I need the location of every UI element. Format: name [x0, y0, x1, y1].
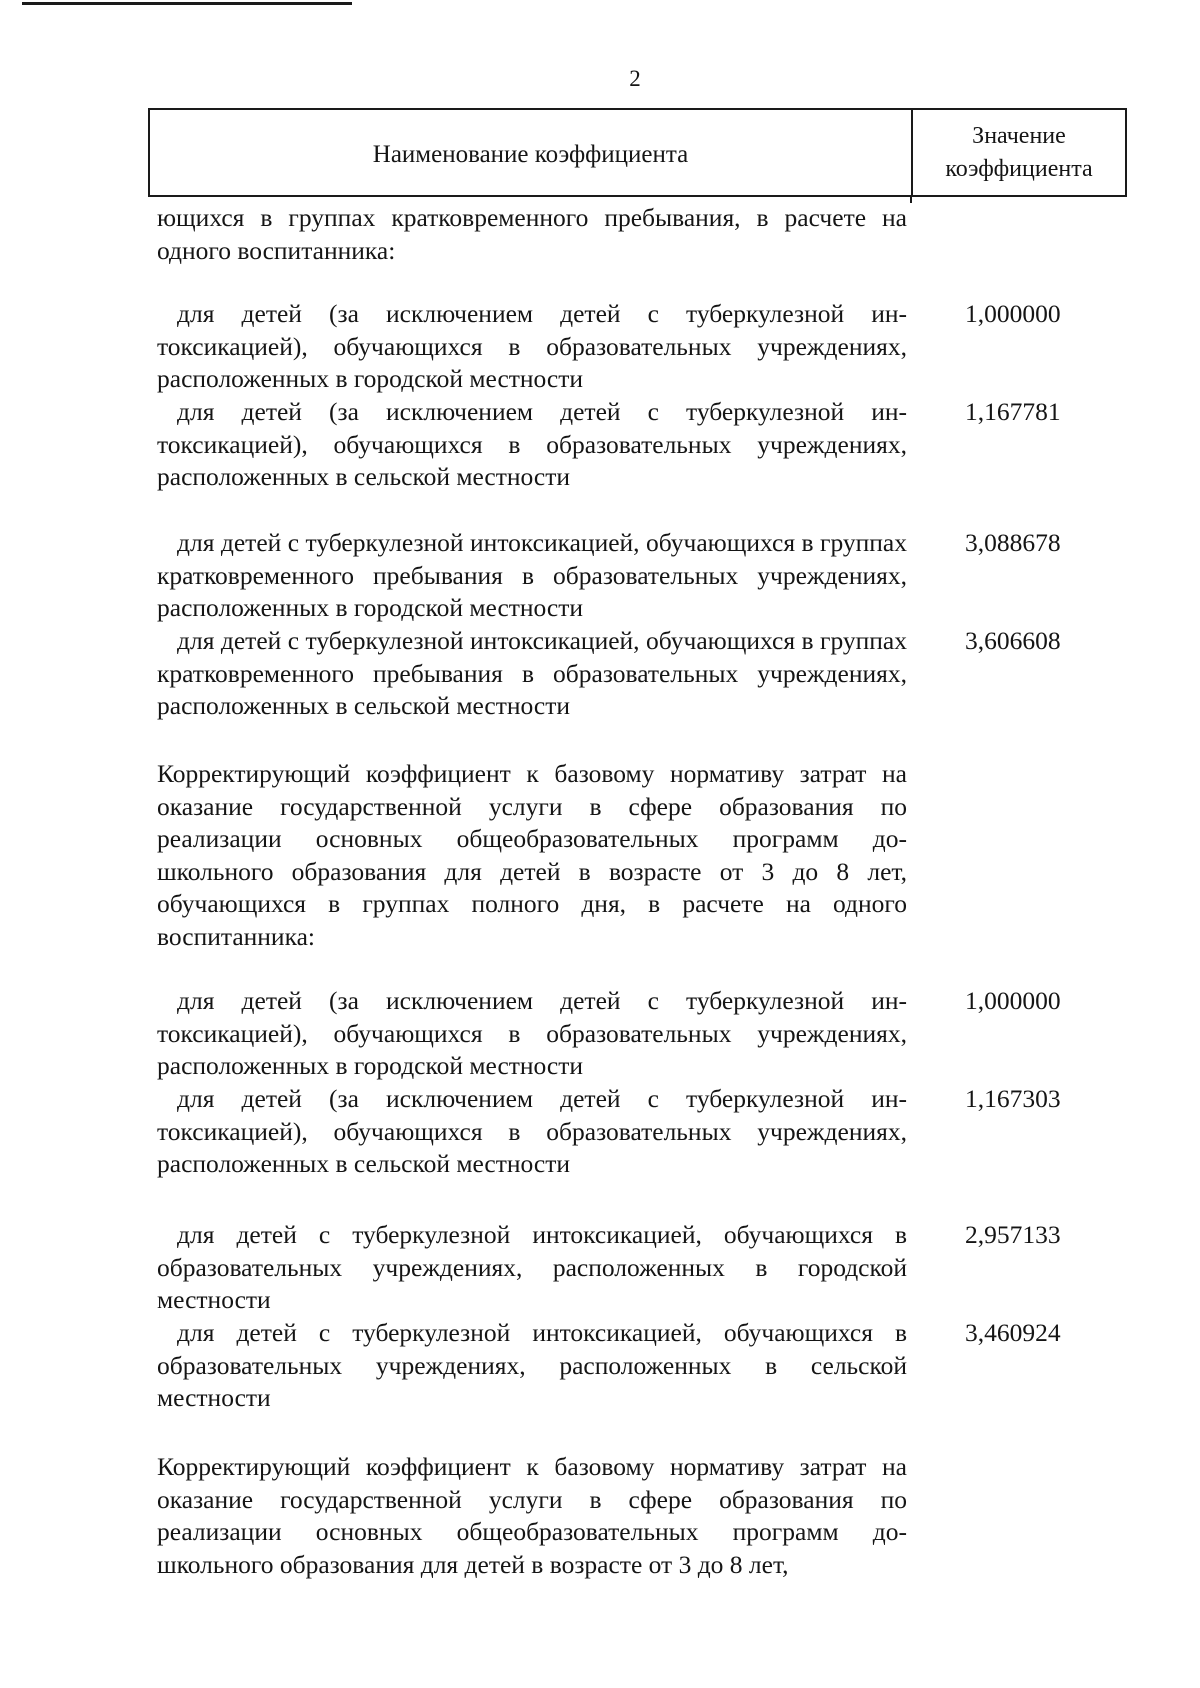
page-number: 2 [629, 66, 641, 91]
row-continuation-text: ющихся в группах кратковременного пребывания, в расчете на одного воспитанника: [157, 203, 907, 265]
coefficient-row-text: для детей (за исключением детей с туберкулезной ин-токсикацией), обучающихся в образовательных учреждениях, расположенных в городской местности [157, 986, 907, 1080]
scan-edge-line [22, 2, 352, 5]
column-header-value [913, 110, 1125, 195]
column-divider [910, 195, 912, 203]
column-header-name: Наименование коэффициента [150, 110, 913, 195]
coefficient-value: 3,606608 [965, 626, 1061, 655]
coefficient-row-text: для детей с туберкулезной интоксикацией, обучающихся в группах кратковременного пребывания в образовательных учреждениях, расположенных в сельской местности [157, 626, 907, 720]
coefficient-row-text: для детей (за исключением детей с туберкулезной ин-токсикацией), обучающихся в образовательных учреждениях, расположенных в городской местности [157, 299, 907, 393]
column-header-value-line1: Значение [972, 122, 1066, 149]
coefficient-row-text: для детей (за исключением детей с туберкулезной ин-токсикацией), обучающихся в образовательных учреждениях, расположенных в сельской местности [157, 397, 907, 491]
column-header-value-line2: коэффициента [945, 155, 1093, 182]
coefficient-row-text: для детей с туберкулезной интоксикацией, обучающихся в образовательных учреждениях, расположенных в сельской местности [157, 1318, 907, 1412]
coefficient-row-text: для детей (за исключением детей с туберкулезной ин-токсикацией), обучающихся в образовательных учреждениях, расположенных в сельской местности [157, 1084, 907, 1178]
coefficient-value: 1,000000 [965, 986, 1061, 1015]
coefficient-row-text: для детей с туберкулезной интоксикацией, обучающихся в группах кратковременного пребывания в образовательных учреждениях, расположенных в городской местности [157, 528, 907, 622]
coefficient-row-text: для детей с туберкулезной интоксикацией, обучающихся в образовательных учреждениях, расположенных в городской местности [157, 1220, 907, 1314]
coefficient-value: 3,460924 [965, 1318, 1061, 1347]
coefficient-value: 1,167303 [965, 1084, 1061, 1113]
coefficient-value: 3,088678 [965, 528, 1061, 557]
section-heading-text: Корректирующий коэффициент к базовому нормативу затрат на оказание государственной услуги в сфере образования по реализации основных общеобразовательных программ до-школьного образования для детей в возрасте от 3 до 8 лет, обучающихся в группах полного дня, в расчете на одного воспитанника: [157, 759, 907, 951]
coefficient-value: 1,000000 [965, 299, 1061, 328]
table-header [148, 108, 1127, 197]
coefficient-value: 1,167781 [965, 397, 1061, 426]
coefficient-value: 2,957133 [965, 1220, 1061, 1249]
section-heading-text: Корректирующий коэффициент к базовому нормативу затрат на оказание государственной услуги в сфере образования по реализации основных общеобразовательных программ до-школьного образования для детей в возрасте от 3 до 8 лет, [157, 1452, 907, 1579]
